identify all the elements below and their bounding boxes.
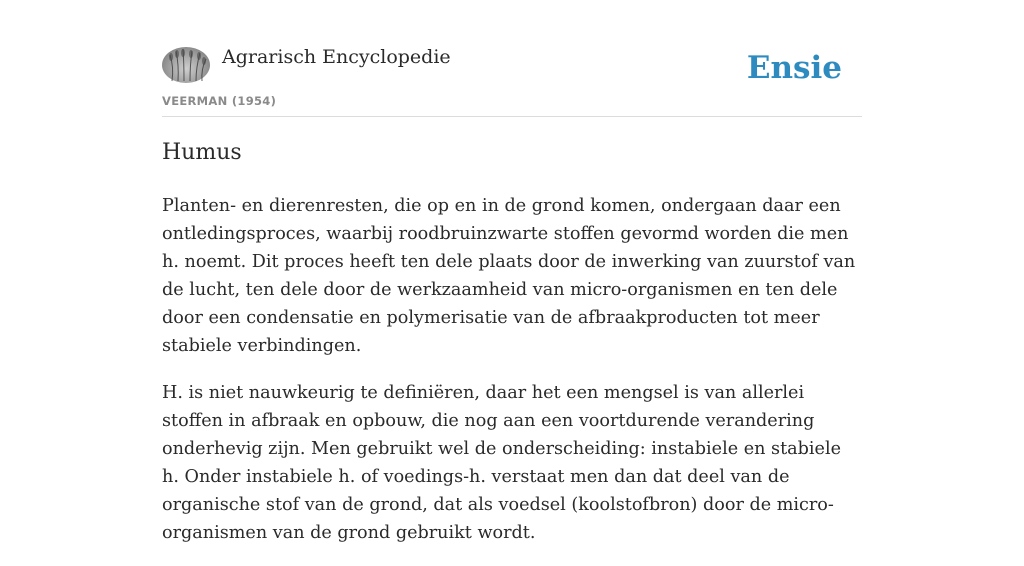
entry-body — [162, 192, 862, 566]
entry-title: Humus — [162, 140, 242, 165]
header — [162, 0, 862, 117]
entry-paragraph: Planten- en dierenresten, die op en in de grond komen, ondergaan daar een ontledingsproces, waarbij roodbruinzwarte stoffen gevormd worden die men h. noemt. Dit proces heeft ten dele plaats door de inwerking van zuurstof van de lucht, ten dele door de werkzaamheid van micro-organismen en ten dele door een condensatie en polymerisatie van de afbraakproducten tot meer stabiele verbindingen. — [162, 196, 856, 356]
entry-paragraph: H. is niet nauwkeurig te definiëren, daar het een mengsel is van allerlei stoffen in afbraak en opbouw, die nog aan een voortdurende verandering onderhevig zijn. Men gebruikt wel de onderscheiding: instabiele en stabiele h. Onder instabiele h. of voedings-h. verstaat men dan dat deel van de organische stof van de grond, dat als voedsel (koolstofbron) door de micro-organismen van de grond gebruikt wordt. — [162, 383, 841, 543]
author-line: VEERMAN (1954) — [162, 94, 277, 108]
encyclopedia-title[interactable]: Agrarisch Encyclopedie — [222, 46, 451, 68]
wheat-logo-icon[interactable] — [162, 47, 210, 83]
brand-logo[interactable]: Ensie — [746, 50, 842, 86]
